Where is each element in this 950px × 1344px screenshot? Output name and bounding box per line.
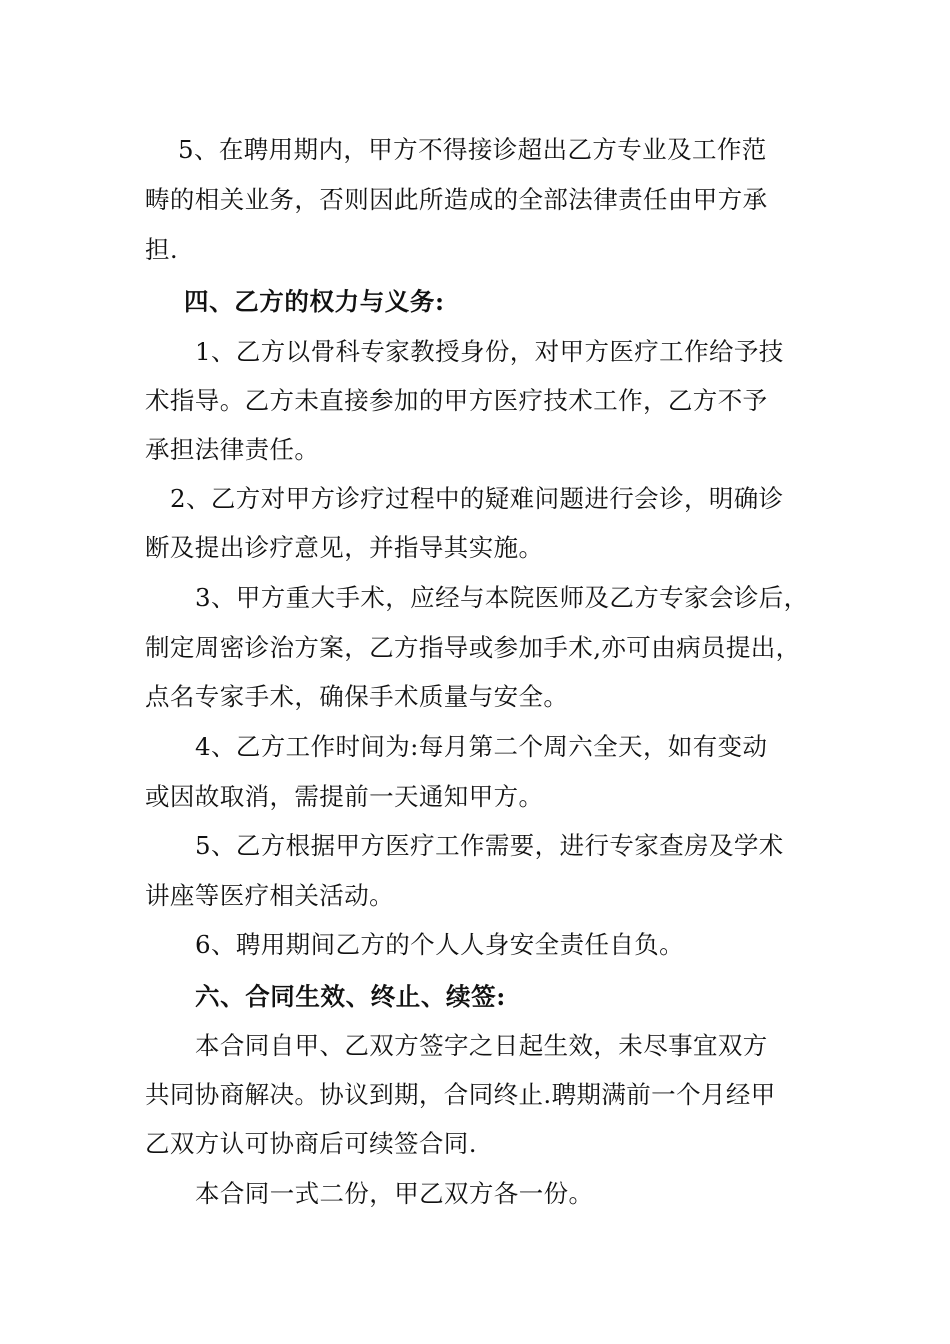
section-4-item-6-line-1: 6、聘用期间乙方的个人人身安全责任自负。 bbox=[195, 930, 685, 959]
section-4-item-2-line-2: 断及提出诊疗意见，并指导其实施。 bbox=[145, 533, 544, 562]
section-4-heading: 四、乙方的权力与义务: bbox=[184, 287, 445, 316]
section-6-para-2-line-1: 本合同一式二份，甲乙双方各一份。 bbox=[195, 1179, 594, 1208]
section-6-para-1-line-1: 本合同自甲、乙双方签字之日起生效，未尽事宜双方 bbox=[195, 1031, 768, 1060]
section-4-item-5-line-1: 5、乙方根据甲方医疗工作需要，进行专家查房及学术 bbox=[195, 831, 784, 860]
section-6-para-1-line-3: 乙双方认可协商后可续签合同. bbox=[145, 1129, 477, 1158]
section-4-item-2-line-1: 2、乙方对甲方诊疗过程中的疑难问题进行会诊，明确诊 bbox=[170, 484, 784, 513]
section-4-item-1-line-1: 1、乙方以骨科专家教授身份，对甲方医疗工作给予技 bbox=[195, 337, 784, 366]
clause-5-line-2: 畴的相关业务，否则因此所造成的全部法律责任由甲方承 bbox=[145, 185, 768, 214]
section-6-heading: 六、合同生效、终止、续签: bbox=[195, 982, 506, 1011]
section-4-item-1-line-2: 术指导。乙方未直接参加的甲方医疗技术工作，乙方不予 bbox=[145, 386, 768, 415]
section-4-item-3-line-1: 3、甲方重大手术，应经与本院医师及乙方专家会诊后， bbox=[195, 583, 809, 612]
clause-5-line-1: 5、在聘用期内，甲方不得接诊超出乙方专业及工作范 bbox=[178, 135, 767, 164]
section-4-item-3-line-2: 制定周密诊治方案，乙方指导或参加手术,亦可由病员提出， bbox=[145, 633, 801, 662]
section-4-item-4-line-2: 或因故取消，需提前一天通知甲方。 bbox=[145, 782, 544, 811]
section-4-item-3-line-3: 点名专家手术，确保手术质量与安全。 bbox=[145, 682, 569, 711]
section-4-item-4-line-1: 4、乙方工作时间为:每月第二个周六全天，如有变动 bbox=[195, 732, 768, 761]
section-4-item-5-line-2: 讲座等医疗相关活动。 bbox=[145, 881, 394, 910]
clause-5-line-3: 担. bbox=[145, 235, 179, 264]
section-4-item-1-line-3: 承担法律责任。 bbox=[145, 435, 320, 464]
section-6-para-1-line-2: 共同协商解决。协议到期，合同终止.聘期满前一个月经甲 bbox=[145, 1080, 776, 1109]
